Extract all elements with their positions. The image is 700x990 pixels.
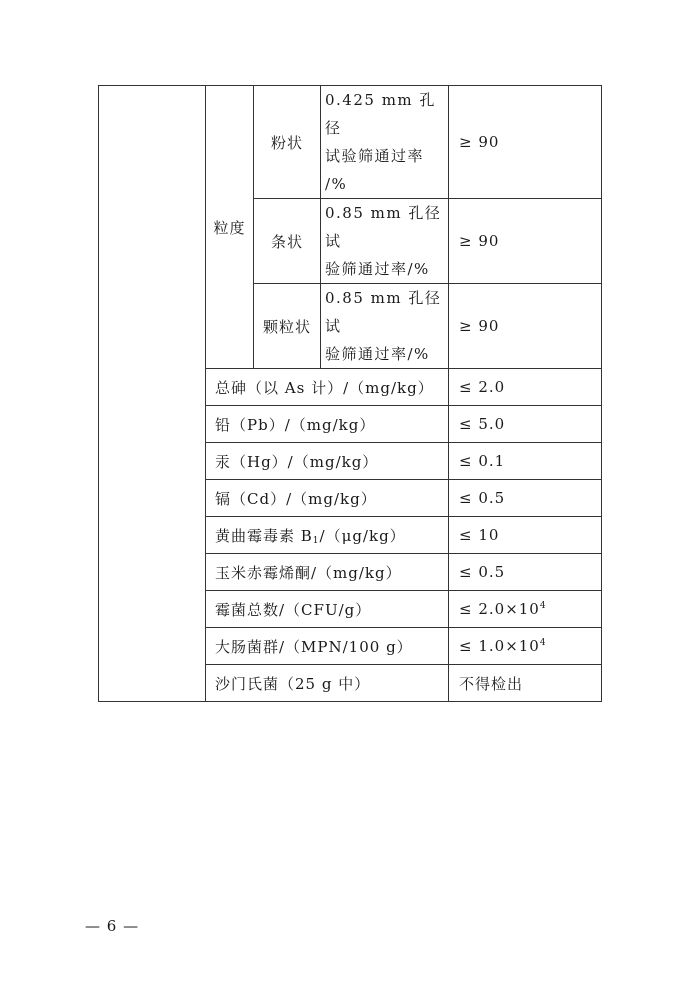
table-cell-item: 汞（Hg）/（mg/kg）	[206, 443, 449, 480]
table-cell-item	[206, 517, 449, 554]
table-cell-test-line: 0.85 mm 孔径试	[325, 204, 442, 250]
table-cell-test-line: 验筛通过率/%	[325, 260, 430, 278]
item-text: 黄曲霉毒素 B	[215, 526, 313, 545]
table-cell-item: 沙门氏菌（25 g 中）	[206, 665, 449, 702]
limit-base: ≤ 2.0×10	[459, 600, 540, 618]
table-cell-limit: ≤ 0.1	[449, 443, 602, 480]
table-cell-limit: ≥ 90	[449, 86, 602, 199]
table-cell-test	[321, 199, 449, 284]
table-cell-test	[321, 86, 449, 199]
table-cell-item: 铅（Pb）/（mg/kg）	[206, 406, 449, 443]
table-cell-test	[321, 284, 449, 369]
table-cell-test-line: 0.425 mm 孔径	[325, 91, 436, 137]
table-cell-item: 大肠菌群/（MPN/100 g）	[206, 628, 449, 665]
table-row	[99, 86, 602, 199]
table-cell-item: 霉菌总数/（CFU/g）	[206, 591, 449, 628]
table-cell-limit	[449, 591, 602, 628]
table-cell-test-line: 验筛通过率/%	[325, 345, 430, 363]
table-cell-limit: ≤ 10	[449, 517, 602, 554]
table-cell-form: 颗粒状	[254, 284, 321, 369]
spec-table	[98, 85, 602, 702]
table-cell-test-line: 0.85 mm 孔径试	[325, 289, 442, 335]
limit-exponent: 4	[539, 601, 547, 611]
limit-base: ≤ 1.0×10	[459, 637, 540, 655]
item-text-unit: /（μg/kg）	[319, 526, 406, 545]
table-cell-limit: ≤ 5.0	[449, 406, 602, 443]
table-cell-form: 条状	[254, 199, 321, 284]
table-cell-limit: 不得检出	[449, 665, 602, 702]
table-cell-item: 玉米赤霉烯酮/（mg/kg）	[206, 554, 449, 591]
table-cell-limit: ≤ 0.5	[449, 480, 602, 517]
table-cell-test-line: 试验筛通过率	[325, 147, 425, 165]
table-cell-item: 镉（Cd）/（mg/kg）	[206, 480, 449, 517]
table-cell-limit: ≤ 0.5	[449, 554, 602, 591]
table-cell-limit	[449, 628, 602, 665]
page-number: — 6 —	[85, 917, 140, 935]
table-cell-limit: ≥ 90	[449, 284, 602, 369]
table-cell-item: 总砷（以 As 计）/（mg/kg）	[206, 369, 449, 406]
table-cell-limit: ≤ 2.0	[449, 369, 602, 406]
table-cell-form: 粉状	[254, 86, 321, 199]
table-cell-blank	[99, 86, 206, 702]
table-cell-limit: ≥ 90	[449, 199, 602, 284]
limit-exponent: 4	[539, 638, 547, 648]
item-subscript: 1	[312, 535, 320, 546]
table-cell-test-line: /%	[325, 175, 348, 193]
table-cell-group: 粒度	[206, 86, 254, 369]
